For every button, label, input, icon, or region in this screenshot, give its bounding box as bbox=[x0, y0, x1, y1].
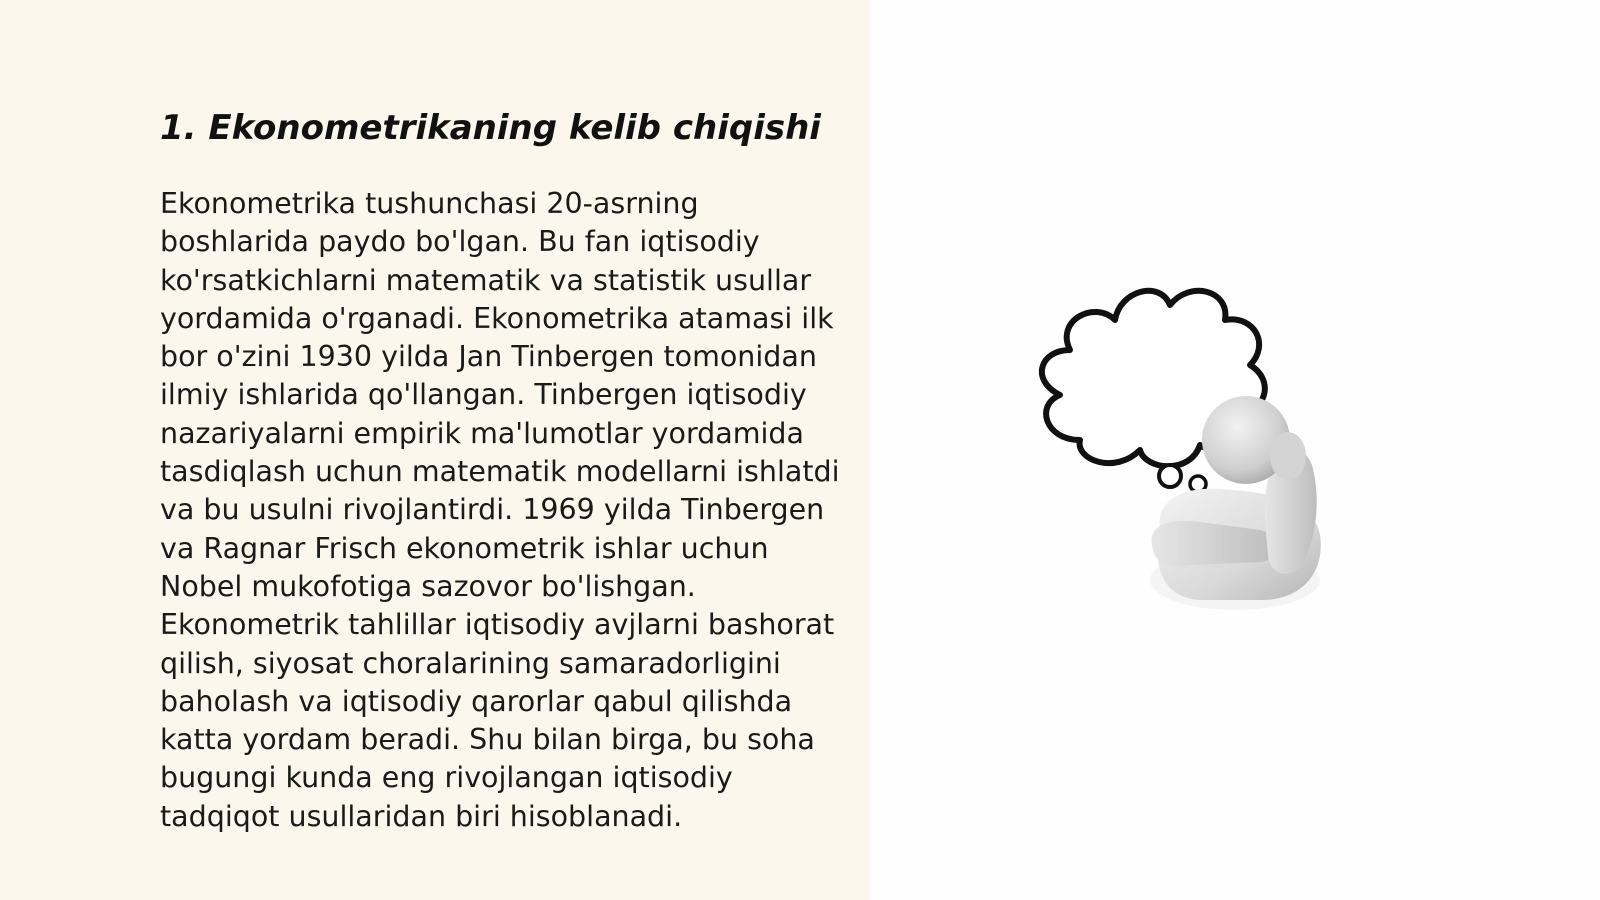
slide-body-text: Ekonometrika tushunchasi 20-asrning boshlarida paydo bo'lgan. Bu fan iqtisodiy ko'rsatkichlarni matematik va statistik usullar yordamida o'rganadi. Ekonometrika atamasi ilk bor o'zini 1930 yilda Jan Tinbergen tomonidan ilmiy ishlarida qo'llangan. Tinbergen iqtisodiy nazariyalarni empirik ma'lumotlar yordamida tasdiqlash uchun matematik modellarni ishlatdi va bu usulni rivojlantirdi. 1969 yilda Tinbergen va Ragnar Frisch ekonometrik ishlar uchun Nobel mukofotiga sazovor bo'lishgan. Ekonometrik tahlillar iqtisodiy avjlarni bashorat qilish, siyosat choralarining samaradorligini baholash va iqtisodiy qarorlar qabul qilishda katta yordam beradi. Shu bilan birga, bu soha bugungi kunda eng rivojlangan iqtisodiy tadqiqot usullaridan biri hisoblanadi. bbox=[160, 187, 840, 833]
slide-title: 1. Ekonometrikaning kelib chiqishi bbox=[160, 108, 821, 148]
thought-bubble-small bbox=[1159, 465, 1181, 487]
thinking-figure-icon bbox=[1030, 280, 1350, 620]
figure-hand bbox=[1270, 432, 1306, 480]
